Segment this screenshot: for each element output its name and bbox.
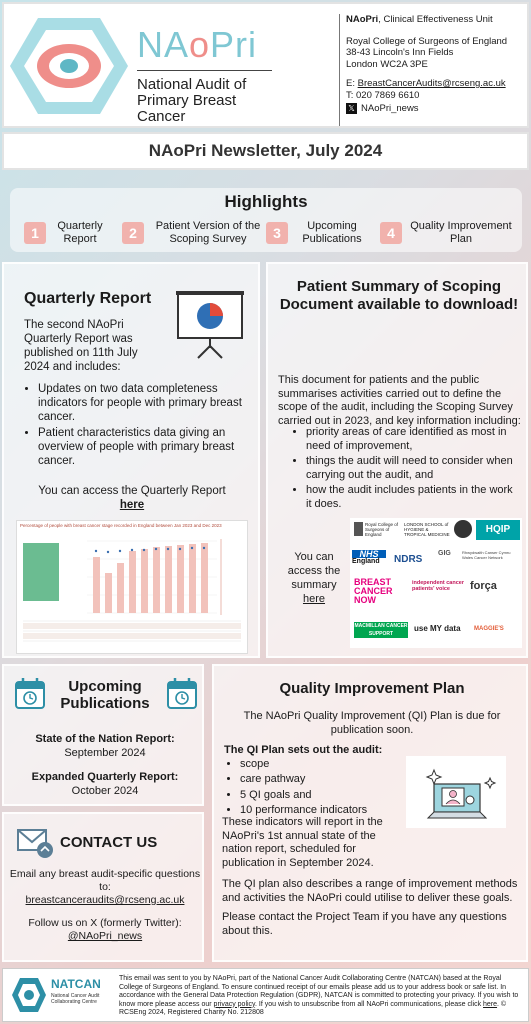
report-2-title: Expanded Quarterly Report: bbox=[31, 771, 179, 783]
patient-here-link[interactable]: here bbox=[302, 593, 326, 605]
upcoming-list bbox=[8, 732, 202, 798]
brand-divider bbox=[137, 70, 272, 71]
nhs-england-logo: NHS England bbox=[352, 550, 386, 566]
contact-title: CONTACT US bbox=[60, 834, 158, 851]
privacy-policy-link[interactable]: privacy policy bbox=[213, 1000, 256, 1008]
highlight-label: Patient Version of the Scoping Survey bbox=[155, 220, 261, 245]
patient-summary-card bbox=[266, 262, 528, 658]
highlight-item-4[interactable] bbox=[380, 220, 520, 248]
highlight-number: 3 bbox=[266, 222, 288, 244]
highlight-item-3[interactable] bbox=[266, 220, 376, 248]
natcan-hexagon-icon bbox=[11, 977, 47, 1013]
report-2-date: October 2024 bbox=[71, 785, 139, 797]
brand-block bbox=[137, 24, 287, 125]
qi-bullet: • 10 performance indicators bbox=[240, 804, 404, 818]
qi-bullet: • 5 QI goals and bbox=[240, 789, 404, 803]
breast-cancer-now-logo: BREAST CANCER NOW bbox=[354, 577, 393, 605]
quarterly-bullets bbox=[24, 382, 249, 470]
quarterly-title: Quarterly Report bbox=[24, 290, 152, 307]
chart-caption: Percentage of people with breast cancer stage recorded in England between Jan 2023 and Dec 2023 bbox=[20, 523, 222, 528]
quarterly-bullet: • Patient characteristics data giving an overview of people with primary breast cancer. bbox=[38, 426, 249, 468]
patient-summary-title: Patient Summary of Scoping Document available to download! bbox=[279, 278, 519, 313]
highlight-item-1[interactable] bbox=[24, 220, 124, 248]
report-1-date: September 2024 bbox=[64, 747, 146, 759]
qi-describe-block bbox=[222, 878, 522, 938]
chart-thumbnail-graphic bbox=[17, 529, 247, 653]
partner-logos bbox=[350, 518, 522, 648]
maggies-logo: MAGGIE'S bbox=[474, 626, 504, 632]
unit-line: NAoPri, Clinical Effectiveness Unit bbox=[346, 14, 493, 25]
newsletter-header bbox=[2, 2, 529, 128]
highlights-title: Highlights bbox=[224, 192, 308, 211]
quarterly-chart-thumbnail[interactable] bbox=[16, 520, 248, 654]
footer-text-2: In accordance with the General Data Protection Regulation (GDPR), NATCAN is committed to protecting your privacy. If you wish to know more please access our bbox=[119, 983, 519, 1008]
footer bbox=[2, 968, 529, 1022]
highlight-number: 4 bbox=[380, 222, 402, 244]
rcs-logo: Royal College of Surgeons of England bbox=[354, 522, 402, 539]
quarterly-here-link[interactable]: here bbox=[119, 499, 145, 511]
contact-follow-text: Follow us on X (formerly Twitter): bbox=[28, 917, 182, 929]
contact-handle-link[interactable]: @NAoPri_news bbox=[67, 930, 143, 942]
contact-email-link[interactable]: breastcanceraudits@rcseng.ac.uk bbox=[25, 894, 185, 906]
highlight-label: Upcoming Publications bbox=[302, 220, 362, 245]
forca-logo: força bbox=[470, 580, 497, 592]
footer-text-3: . If you wish to unsubscribe from all NAoPri communications, please click bbox=[255, 1000, 484, 1008]
natcan-subtitle: National Cancer Audit Collaborating Centre bbox=[51, 993, 100, 1005]
patient-summary-bullets bbox=[292, 426, 518, 513]
qi-describe: The QI plan also describes a range of improvement methods and activities the NAoPri could utilise to deliver these goals. bbox=[222, 878, 518, 904]
qi-intro: The NAoPri Quality Improvement (QI) Plan is due for publication soon. bbox=[243, 710, 501, 736]
report-1-title: State of the Nation Report: bbox=[35, 733, 175, 745]
x-icon: 𝕏 bbox=[346, 103, 357, 114]
quarterly-access-text: You can access the Quarterly Report bbox=[38, 485, 226, 497]
highlight-item-2[interactable] bbox=[122, 220, 272, 248]
footer-text-1: This email was sent to you by NAoPri, part of the National Cancer Audit Collaborating Centre (NATCAN) based at the Royal College of Surgeons of England. To ensure continued receipt of our emails please add us to your address book or safe list. bbox=[119, 975, 502, 991]
patient-summary-body: This document for patients and the public summarises activities carried out to define the scope of the audit, including the Scoping Survey carried out in 2023, and key information including: bbox=[278, 374, 521, 427]
address-line-1: Royal College of Surgeons of England bbox=[346, 35, 508, 47]
highlight-label: Quarterly Report bbox=[57, 220, 103, 245]
gig-logo: GIG bbox=[438, 550, 451, 557]
icpv-logo: independent cancer patients' voice bbox=[412, 580, 464, 592]
patient-bullet: • how the audit includes patients in the work it does. bbox=[306, 484, 518, 511]
quarterly-access bbox=[12, 484, 252, 512]
contact-us-card bbox=[2, 812, 204, 962]
phone-line: T: 020 7869 6610 bbox=[346, 89, 420, 101]
highlight-number: 2 bbox=[122, 222, 144, 244]
newsletter-title: NAoPri Newsletter, July 2024 bbox=[2, 132, 529, 170]
contact-details bbox=[339, 14, 529, 126]
quarterly-bullet: • Updates on two data completeness indicators for people with primary breast cancer. bbox=[38, 382, 249, 424]
contact-email-text: Email any breast audit-specific questions to: bbox=[9, 868, 201, 893]
qi-title: Quality Improvement Plan bbox=[279, 680, 465, 697]
calendar-clock-icon bbox=[166, 676, 198, 710]
calendar-clock-icon bbox=[14, 676, 46, 710]
ndrs-logo: NDRS bbox=[394, 554, 423, 565]
hqip-logo: HQIP bbox=[476, 520, 520, 540]
contact-body bbox=[8, 868, 202, 943]
qi-setout-heading: The QI Plan sets out the audit: bbox=[224, 744, 383, 756]
address-line-2: 38-43 Lincoln's Inn Fields bbox=[346, 47, 454, 58]
patient-bullet: • things the audit will need to consider when carrying out the audit, and bbox=[306, 455, 518, 482]
highlight-number: 1 bbox=[24, 222, 46, 244]
patient-access bbox=[280, 550, 348, 606]
natcan-name: NATCAN bbox=[51, 977, 101, 991]
footer-text-4: . © RCSEng 2024, Registered Charity No. 212808 bbox=[119, 1000, 507, 1016]
natcan-logo bbox=[11, 975, 111, 1015]
qi-report: These indicators will report in the NAoPri's 1st annual state of the nation report, scheduled for publication in September 2024. bbox=[222, 816, 383, 869]
qi-setout bbox=[224, 744, 404, 820]
unsubscribe-link[interactable]: here bbox=[483, 1000, 498, 1008]
patient-access-text: You can access the summary bbox=[287, 551, 341, 591]
laptop-illustration-icon bbox=[406, 756, 506, 828]
email-line: E: BreastCancerAudits@rcseng.ac.uk bbox=[346, 78, 506, 89]
use-my-data-logo: use MY data bbox=[414, 624, 461, 633]
qi-contact: Please contact the Project Team if you have any questions about this. bbox=[222, 911, 507, 937]
macmillan-logo: MACMILLAN CANCER SUPPORT bbox=[354, 623, 408, 637]
patient-bullet: • priority areas of care identified as most in need of improvement, bbox=[306, 426, 518, 453]
brand-subtitle-1: National Audit of bbox=[137, 76, 247, 93]
wales-cancer-network-logo: Rhwydwaith Canser Cymru Wales Cancer Network bbox=[462, 550, 511, 560]
highlights-panel bbox=[10, 188, 522, 252]
quality-improvement-card bbox=[212, 664, 528, 962]
upcoming-title: Upcoming Publications bbox=[60, 678, 150, 712]
lshtm-crest-icon bbox=[454, 520, 472, 538]
upcoming-publications-card bbox=[2, 664, 204, 806]
email-link[interactable]: BreastCancerAudits@rcseng.ac.uk bbox=[357, 78, 506, 89]
x-line bbox=[346, 103, 529, 115]
email-icon bbox=[16, 826, 54, 860]
brand-name: NAoPri bbox=[137, 24, 258, 65]
address-line-3: London WC2A 3PE bbox=[346, 58, 428, 70]
footer-text bbox=[119, 975, 525, 1018]
presentation-chart-icon bbox=[174, 288, 246, 360]
naopri-logo-icon bbox=[10, 16, 128, 116]
qi-bullet: • care pathway bbox=[240, 773, 404, 787]
brand-subtitle-2: Primary Breast Cancer bbox=[137, 92, 237, 125]
lshtm-logo: LONDON SCHOOL of HYGIENE & TROPICAL MEDICINE bbox=[404, 522, 450, 537]
highlight-label: Quality Improvement Plan bbox=[410, 220, 512, 245]
qi-bullet: • scope bbox=[240, 758, 404, 772]
quarterly-body: The second NAoPri Quarterly Report was published on 11th July 2024 and includes: bbox=[24, 319, 138, 373]
quarterly-report-card bbox=[2, 262, 260, 658]
x-handle-link[interactable]: NAoPri_news bbox=[361, 103, 419, 114]
